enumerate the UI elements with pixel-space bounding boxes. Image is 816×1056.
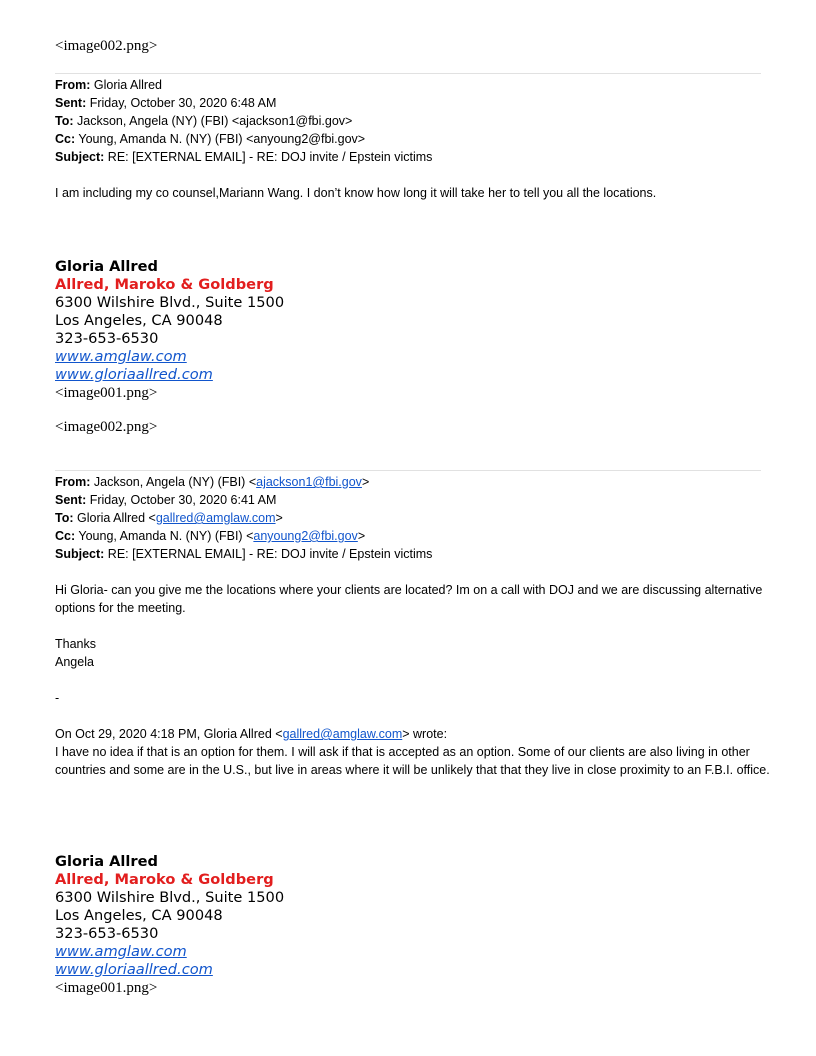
email1-to: Jackson, Angela (NY) (FBI) <ajackson1@fbi.gov> (77, 114, 353, 128)
sig2-firm: Allred, Maroko & Goldberg (55, 871, 274, 888)
email1-sent-row: Sent: Friday, October 30, 2020 6:48 AM (55, 96, 277, 110)
sig1-name: Gloria Allred (55, 258, 158, 275)
email2-dash: - (55, 691, 60, 705)
email2-body-text: Hi Gloria- can you give me the locations where your clients are located? Im on a call with DOJ and we are discussing alternative options for the meeting. (55, 583, 763, 615)
email1-cc-row: Cc: Young, Amanda N. (NY) (FBI) <anyoung2@fbi.gov> (55, 132, 366, 146)
sig2-address1: 6300 Wilshire Blvd., Suite 1500 (55, 889, 285, 906)
sig1-image-placeholder-1: <image001.png> (55, 385, 158, 401)
email2-from-email-link[interactable]: ajackson1@fbi.gov (256, 475, 362, 489)
sig1-address2: Los Angeles, CA 90048 (55, 312, 223, 329)
image-placeholder-top: <image002.png> (55, 38, 158, 54)
email2-body (55, 581, 770, 617)
quoted-intro: On Oct 29, 2020 4:18 PM, Gloria Allred <gallred@amglaw.com> wrote: (55, 727, 448, 741)
divider-1 (55, 73, 761, 74)
email2-subject-row: Subject: RE: [EXTERNAL EMAIL] - RE: DOJ invite / Epstein victims (55, 547, 433, 561)
email1-from-row: From: Gloria Allred (55, 78, 162, 92)
sig1-website-link[interactable]: www.amglaw.com (55, 348, 187, 365)
signature-2 (55, 853, 284, 979)
email2-thanks: Thanks (55, 637, 96, 651)
email1-to-row: To: Jackson, Angela (NY) (FBI) <ajackson1@fbi.gov> (55, 114, 353, 128)
email2-cc-row: Cc: Young, Amanda N. (NY) (FBI) <anyoung2@fbi.gov> (55, 529, 366, 543)
sig2-website-link[interactable]: www.amglaw.com (55, 943, 187, 960)
email1-subject: RE: [EXTERNAL EMAIL] - RE: DOJ invite / Epstein victims (107, 150, 433, 164)
email1-sent: Friday, October 30, 2020 6:48 AM (89, 96, 277, 110)
sig2-address2: Los Angeles, CA 90048 (55, 907, 223, 924)
sig2-website2-link[interactable]: www.gloriaallred.com (55, 961, 213, 978)
email2-subject: RE: [EXTERNAL EMAIL] - RE: DOJ invite / Epstein victims (107, 547, 433, 561)
signature-1 (55, 258, 284, 384)
sig1-address1: 6300 Wilshire Blvd., Suite 1500 (55, 294, 285, 311)
sig1-firm: Allred, Maroko & Goldberg (55, 276, 274, 293)
quoted-email-link[interactable]: gallred@amglaw.com (282, 727, 403, 741)
email2-to-row: To: Gloria Allred <gallred@amglaw.com> (55, 511, 283, 525)
email2-from-row: From: Jackson, Angela (NY) (FBI) <ajackson1@fbi.gov> (55, 475, 370, 489)
quoted-body: I have no idea if that is an option for them. I will ask if that is accepted as an option. Some of our clients are also living in other countries and some are in the U.S., but live in areas where it will be unlikely that that they live in close proximity to an F.B.I. office. (55, 745, 770, 777)
sig2-image-placeholder-1: <image001.png> (55, 980, 158, 996)
email2-signoff: Angela (55, 655, 94, 669)
email2-header (55, 473, 775, 563)
email2-closing (55, 635, 770, 671)
sig1-website2-link[interactable]: www.gloriaallred.com (55, 366, 213, 383)
email1-from: Gloria Allred (93, 78, 162, 92)
email2-cc-email-link[interactable]: anyoung2@fbi.gov (253, 529, 358, 543)
sig1-image-placeholder-2: <image002.png> (55, 419, 158, 435)
email2-sent-row: Sent: Friday, October 30, 2020 6:41 AM (55, 493, 277, 507)
email1-cc: Young, Amanda N. (NY) (FBI) <anyoung2@fbi.gov> (78, 132, 366, 146)
email1-body: I am including my co counsel,Mariann Wang. I don’t know how long it will take her to tell you all the locations. (55, 186, 657, 200)
sig1-phone: 323-653-6530 (55, 330, 159, 347)
divider-2 (55, 470, 761, 471)
email2-sent: Friday, October 30, 2020 6:41 AM (89, 493, 277, 507)
sig2-name: Gloria Allred (55, 853, 158, 870)
sig2-phone: 323-653-6530 (55, 925, 159, 942)
email1-subject-row: Subject: RE: [EXTERNAL EMAIL] - RE: DOJ invite / Epstein victims (55, 150, 433, 164)
email1-header (55, 76, 775, 166)
email2-to-email-link[interactable]: gallred@amglaw.com (155, 511, 276, 525)
